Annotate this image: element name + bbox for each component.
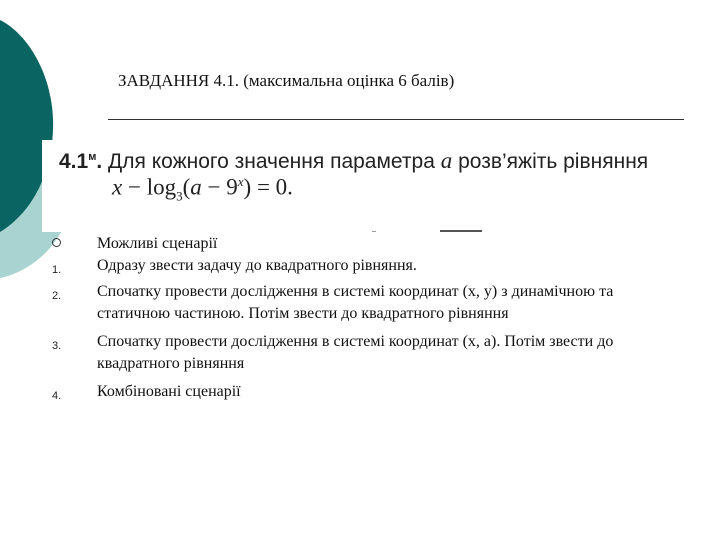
- list-item-text: Одразу звести задачу до квадратного рівняння.: [97, 257, 417, 274]
- list-item-number: 1.: [52, 264, 62, 276]
- list-item: [52, 381, 652, 403]
- eq-log-base: 3: [176, 188, 183, 204]
- problem-param: a: [440, 148, 453, 173]
- problem-number-value: 4.1: [59, 150, 89, 173]
- problem-ending: розв’яжіть рівняння: [458, 150, 649, 173]
- eq-exp: x: [237, 174, 244, 189]
- scenario-list: [52, 233, 652, 403]
- problem-intro: Для кожного значення параметра: [108, 150, 435, 173]
- eq-x: x: [112, 174, 123, 200]
- problem-number-sup: м: [88, 151, 97, 163]
- hollow-circle-bullet: [52, 238, 61, 247]
- problem-statement-image: [42, 140, 682, 232]
- list-item-text: Можливі сценарії: [97, 235, 218, 252]
- eq-minus-log: − log: [122, 174, 177, 200]
- eq-minus9: − 9: [201, 174, 238, 200]
- problem-equation: [112, 174, 293, 204]
- eq-a: a: [190, 174, 202, 200]
- slide-title: ЗАВДАННЯ 4.1. (максимальна оцінка 6 балів): [118, 71, 455, 90]
- list-item: [52, 281, 652, 325]
- list-item-text: Спочатку провести дослідження в системі координат (x, a). Потім звести до квадратного рівняння: [97, 333, 614, 372]
- scan-artifact-line: [440, 230, 482, 232]
- list-item: [52, 233, 652, 255]
- list-item-text: Спочатку провести дослідження в системі координат (x, y) з динамічною та статичною частиною. Потім звести до квадратного рівняння: [97, 283, 614, 322]
- problem-line-1: [59, 148, 648, 174]
- problem-number: $4.1^м$.: [59, 150, 103, 173]
- title-underline: [108, 119, 684, 120]
- eq-close: ) = 0.: [243, 174, 293, 200]
- list-item: [52, 331, 652, 375]
- scan-artifact-dot: [372, 231, 376, 232]
- list-item-number: 3.: [52, 340, 62, 352]
- list-item-number: 2.: [52, 290, 62, 302]
- list-item: [52, 255, 652, 277]
- eq-open: (: [182, 174, 191, 200]
- list-item-text: Комбіновані сценарії: [97, 383, 241, 400]
- list-item-number: 4.: [52, 390, 62, 402]
